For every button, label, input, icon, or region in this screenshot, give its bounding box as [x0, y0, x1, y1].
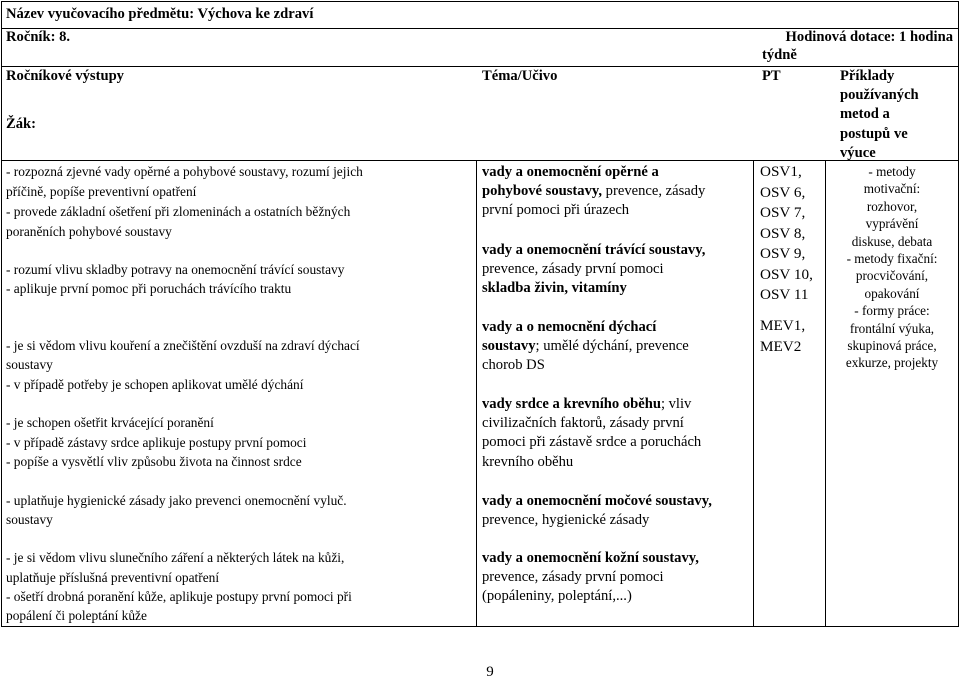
method-line: motivační: — [863, 181, 921, 197]
table-border-top — [1, 1, 959, 2]
pt-item: OSV 7, — [760, 204, 806, 221]
outcome-line: - rozpozná zjevné vady opěrné a pohybové soustavy, rozumí jejich — [6, 164, 363, 179]
topic-line — [482, 182, 705, 201]
outcome-line: popálení či poleptání kůže — [6, 608, 147, 623]
examples-header-line: výuce — [840, 144, 876, 161]
outcome-line: - je si vědom vlivu slunečního záření a některých látek na kůži, — [6, 550, 345, 565]
examples-header-line: Příklady — [840, 68, 895, 84]
topic-line: (popáleniny, poleptání,...) — [482, 588, 632, 605]
pt-list — [760, 316, 805, 357]
pt-item: MEV2 — [760, 337, 802, 355]
outcome-line: příčině, popíše preventivní opatření — [6, 184, 197, 199]
examples-header-line: postupů ve — [840, 125, 908, 142]
topic-line: prevence, hygienické zásady — [482, 512, 650, 529]
topic-line: vady a onemocnění močové soustavy, — [482, 493, 712, 509]
method-line: - metody — [868, 164, 916, 179]
outcome-line: uplatňuje příslušná preventivní opatření — [6, 570, 220, 585]
pt-item: OSV 9, — [760, 245, 806, 262]
examples-header-line: používaných — [840, 87, 919, 104]
topic-line — [482, 395, 701, 414]
topic-block — [482, 395, 701, 472]
outcome-line: - rozumí vlivu skladby potravy na onemocnění trávící soustavy — [6, 262, 345, 277]
pt-item: OSV1, — [760, 163, 802, 180]
topic-block — [482, 549, 699, 607]
topic-text: prevence, zásady — [602, 183, 706, 200]
outcome-line: - je schopen ošetřit krvácející poranění — [6, 415, 214, 430]
methods-list — [826, 163, 958, 372]
outcome-line: - uplatňuje hygienické zásady jako prevenci onemocnění vyluč. — [6, 493, 347, 508]
topic-text: pohybové soustavy, — [482, 183, 603, 200]
pt-item: OSV 8, — [760, 224, 806, 242]
topic-line: krevního oběhu — [482, 453, 574, 470]
subject-title: Název vyučovacího předmětu: Výchova ke zdraví — [6, 6, 314, 22]
column-divider — [476, 160, 477, 626]
outcome-line: - v případě potřeby je schopen aplikovat umělé dýchání — [6, 377, 304, 392]
outcomes-header: Ročníkové výstupy — [6, 68, 124, 84]
pt-list — [760, 162, 813, 306]
method-line: procvičování, — [855, 268, 929, 284]
outcome-line: poraněních pohybové soustavy — [6, 224, 172, 239]
outcome-line: - provede základní ošetření při zlomeninách a ostatních běžných — [6, 204, 351, 219]
topic-line: vady a o nemocnění dýchací — [482, 319, 657, 335]
hours-line-2: týdně — [762, 47, 797, 63]
method-line: opakování — [864, 285, 920, 301]
topic-block — [482, 318, 689, 376]
method-line: exkurze, projekty — [845, 355, 939, 371]
method-line: diskuse, debata — [851, 233, 933, 249]
hours-line-1: Hodinová dotace: 1 hodina — [785, 29, 953, 45]
grade-label: Ročník: 8. — [6, 29, 71, 45]
outcome-line: - ošetří drobná poranění kůže, aplikuje postupy první pomoci při — [6, 589, 352, 604]
method-line: - formy práce: — [854, 303, 930, 319]
topic-block — [482, 492, 712, 530]
topic-text: soustavy — [482, 338, 536, 355]
topic-block — [482, 241, 705, 299]
pt-item: MEV1, — [760, 317, 806, 334]
topic-line: pomoci při zástavě srdce a poruchách — [482, 434, 702, 451]
row-divider — [1, 66, 959, 67]
topic-line: vady a onemocnění opěrné a — [482, 164, 659, 180]
topic-line: prevence, zásady první pomoci — [482, 569, 664, 586]
topic-header: Téma/Učivo — [482, 68, 558, 84]
topic-line: chorob DS — [482, 357, 545, 374]
topic-text: ; umělé dýchání, prevence — [535, 338, 689, 355]
outcome-line: - aplikuje první pomoc při poruchách trávícího traktu — [6, 281, 292, 296]
table-border-bottom — [1, 626, 959, 627]
method-line: vyprávění — [865, 216, 919, 232]
column-divider — [753, 160, 754, 626]
method-line: rozhovor, — [866, 198, 918, 214]
pt-item: OSV 6, — [760, 183, 806, 201]
table-border-right — [958, 1, 959, 627]
topic-text: vady srdce a krevního oběhu — [482, 396, 661, 412]
pt-item: OSV 10, — [760, 265, 813, 283]
outcome-line: soustavy — [6, 512, 53, 527]
method-line: frontální výuka, — [849, 320, 935, 336]
topic-text: ; vliv — [660, 396, 692, 412]
row-divider — [1, 160, 959, 161]
table-border-left — [1, 1, 2, 627]
topic-line: civilizačních faktorů, zásady první — [482, 415, 684, 432]
method-line: skupinová práce, — [847, 338, 937, 354]
pt-header: PT — [762, 68, 781, 84]
topic-block — [482, 163, 705, 221]
pupil-label: Žák: — [6, 116, 37, 132]
outcome-line: - popíše a vysvětlí vliv způsobu života na činnost srdce — [6, 454, 302, 469]
outcome-line: soustavy — [6, 357, 53, 372]
topic-line — [482, 337, 689, 356]
examples-header — [840, 67, 919, 163]
topic-line: první pomoci při úrazech — [482, 202, 630, 219]
pt-item: OSV 11 — [760, 286, 809, 303]
topic-line: prevence, zásady první pomoci — [482, 261, 664, 278]
topic-line: vady a onemocnění kožní soustavy, — [482, 550, 699, 566]
examples-header-line: metod a — [840, 106, 890, 123]
topic-line: skladba živin, vitamíny — [482, 280, 627, 297]
page-number: 9 — [486, 664, 494, 680]
method-line: - metody fixační: — [846, 251, 938, 267]
topic-line: vady a onemocnění trávící soustavy, — [482, 242, 706, 258]
outcome-line: - je si vědom vlivu kouření a znečištění ovzduší na zdraví dýchací — [6, 338, 360, 353]
outcome-line: - v případě zástavy srdce aplikuje postupy první pomoci — [6, 435, 307, 450]
